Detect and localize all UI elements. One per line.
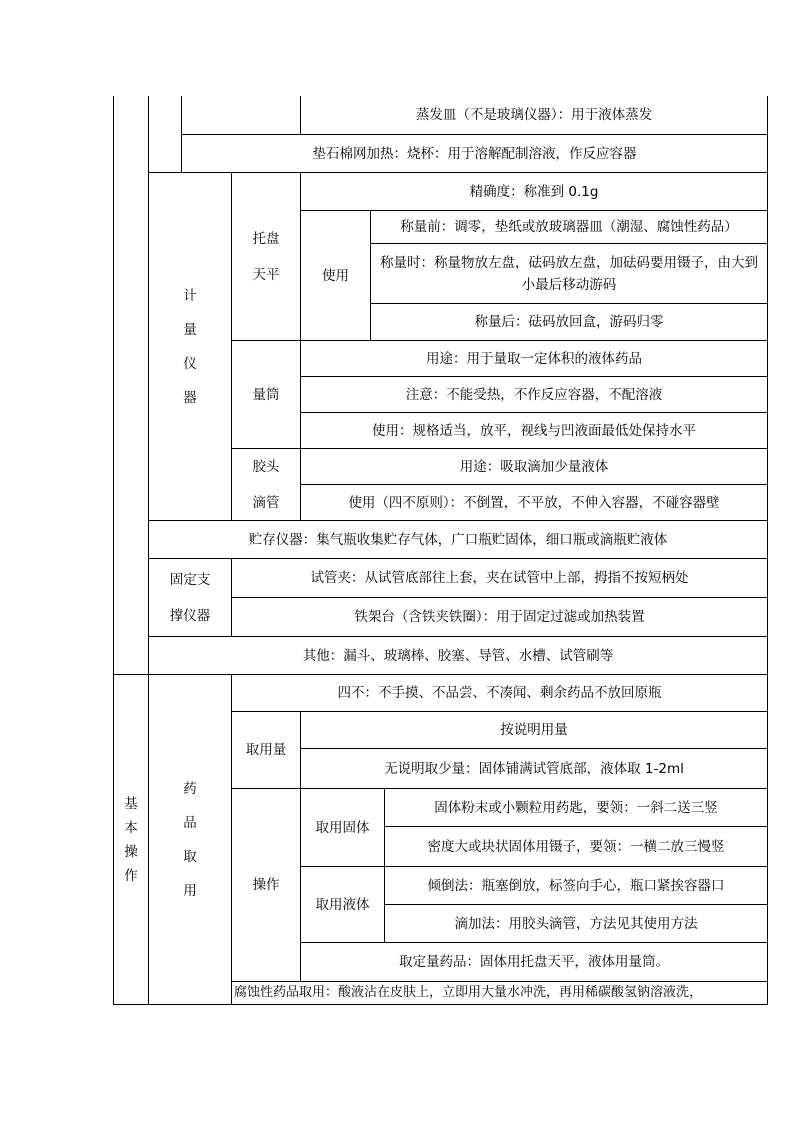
- cell-chengliangqian: 称量前：调零，垫纸或放玻璃器皿（潮湿、腐蚀性药品）: [400, 219, 738, 235]
- cell-liangtong-yongtu: 用途：用于量取一定体积的液体药品: [426, 350, 642, 367]
- label-jiaotou-diguan: [232, 449, 300, 520]
- cell-zhucun-yiqi: 贮存仪器：集气瓶收集贮存气体，广口瓶贮固体，细口瓶或滴瓶贮液体: [248, 531, 668, 548]
- label-guding-zhicheng-yiqi: [149, 559, 231, 636]
- section-char: 品: [183, 814, 197, 831]
- cell-jingquedu: 精确度：称准到 0.1g: [469, 183, 599, 200]
- section-char: 本: [124, 819, 138, 836]
- cell-zhengfamin: 蒸发皿（不是玻璃仪器）：用于液体蒸发: [415, 107, 653, 123]
- label-shiyong: 使用: [322, 267, 349, 284]
- section-char: 仪: [183, 355, 197, 372]
- section-char: 器: [183, 389, 197, 406]
- cell-dijia: 滴加法：用胶头滴管，方法见其使用方法: [454, 915, 698, 932]
- label-quyong-yeti: 取用液体: [315, 896, 370, 913]
- section-char: 操: [124, 843, 138, 860]
- cell-liangtong-zhuyi: 注意：不能受热，不作反应容器，不配溶液: [405, 386, 663, 403]
- section-char: 取: [183, 848, 197, 865]
- label-line: 胶头: [252, 458, 280, 475]
- section-label-jiben-caozuo: [114, 675, 148, 1004]
- label-caozuo: 操作: [252, 877, 280, 893]
- cell-fushi: 腐蚀性药品取用：酸液沾在皮肤上，立即用大量水冲洗，再用稀碳酸氢钠溶液洗，: [234, 985, 703, 1000]
- cell-wushuoming: 无说明取少量：固体铺满试管底部，液体取 1-2ml: [384, 760, 684, 777]
- section-char: 作: [124, 867, 138, 884]
- table-border: [113, 1004, 768, 1005]
- cell-qingdao: 倾倒法：瓶塞倒放，标签向手心，瓶口紧挨容器口: [427, 877, 725, 894]
- cell-liangtong-shiyong: 使用：规格适当，放平，视线与凹液面最低处保持水平: [372, 422, 696, 439]
- label-tuopan-tianping: [232, 173, 300, 340]
- section-label-yaopin-quyong: [149, 675, 231, 1004]
- cell-shaobei: 垫石棉网加热：烧杯：用于溶解配制溶液，作反应容器: [312, 145, 637, 162]
- cell-diguan-yongtu: 用途：吸取滴加少量液体: [459, 458, 609, 475]
- section-char: 基: [124, 795, 138, 812]
- label-line: 滴管: [252, 494, 280, 511]
- label-line: 天平: [252, 266, 280, 283]
- cell-chenglianghou: 称量后：砝码放回盒，游码归零: [474, 314, 664, 330]
- cell-sibu: 四不：不手摸、不品尝、不凑闻、剩余药品不放回原瓶: [337, 685, 662, 701]
- cell-tiejiatai: 铁架台（含铁夹铁圈）：用于固定过滤或加热装置: [354, 609, 645, 625]
- label-quyong-guti: 取用固体: [315, 819, 370, 836]
- cell-dingliang: 取定量药品：固体用托盘天平，液体用量筒。: [399, 954, 669, 970]
- section-label-jiliang-yiqi: [149, 173, 231, 520]
- section-char: 量: [183, 321, 197, 338]
- cell-qita: 其他：漏斗、玻璃棒、胶塞、导管、水槽、试管刷等: [302, 647, 614, 664]
- label-liangtong: 量筒: [252, 386, 280, 403]
- section-char: 计: [183, 287, 197, 304]
- cell-diguan-shiyong: 使用（四不原则）：不倒置，不平放，不伸入容器，不碰容器壁: [348, 494, 720, 511]
- cell-guti-kuaizhuang: 密度大或块状固体用镊子，要领：一横二放三慢竖: [427, 838, 725, 855]
- label-line: 托盘: [252, 230, 280, 247]
- label-line: 固定支: [169, 571, 211, 588]
- label-line: 撑仪器: [169, 607, 211, 624]
- section-char: 用: [183, 882, 197, 899]
- cell-anshuoming: 按说明用量: [500, 722, 568, 738]
- table-border: [767, 96, 768, 1005]
- label-quyongliang: 取用量: [245, 742, 287, 758]
- cell-shiguanjia: 试管夹：从试管底部往上套，夹在试管中上部，拇指不按短柄处: [310, 570, 689, 586]
- cell-chengliangshi: 称量时：称量物放左盘，砝码放左盘，加砝码要用镊子，由大到小最后移动游码: [380, 254, 758, 293]
- section-char: 药: [183, 780, 197, 797]
- cell-guti-fenmo: 固体粉末或小颗粒用药匙，要领：一斜二送三竖: [434, 799, 718, 816]
